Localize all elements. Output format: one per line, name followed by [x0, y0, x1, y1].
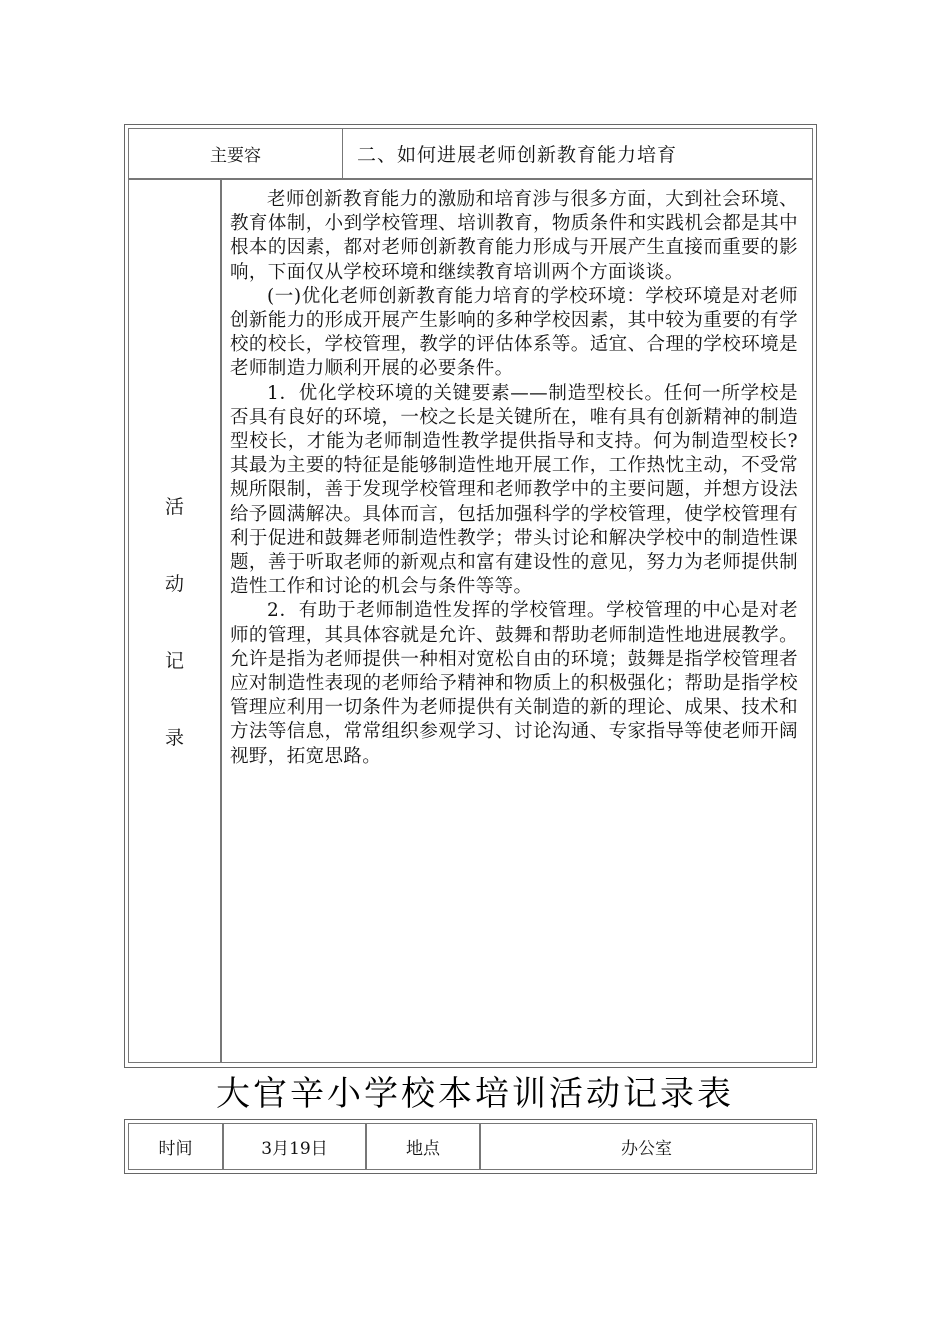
time-value-cell	[223, 1123, 366, 1170]
place-label: 地点	[406, 1139, 440, 1159]
activity-label-char-1: 活	[164, 496, 184, 518]
time-label: 时间	[158, 1139, 193, 1159]
topic-value: 二、如何进展老师创新教育能力培育	[356, 144, 677, 166]
content-paragraph: 1．优化学校环境的关键要素——制造型校长。任何一所学校是否具有良好的环境，一校之长是关键所在，唯有具有创新精神的制造型校长，才能为老师制造性教学提供指导和支持。何为制造型校长?其最为主要的特征是能够制造性地开展工作，工作热忱主动，不受常规所限制，善于发现学校管理和老师教学中的主要问题，并想方设法给予圆满解决。具体而言，包括加强科学的学校管理，使学校管理有利于促进和鼓舞老师制造性教学；带头讨论和解决学校中的制造性课题，善于听取老师的新观点和富有建设性的意见，努力为老师提供制造性工作和讨论的机会与条件等等。	[230, 382, 798, 598]
place-value: 办公室	[621, 1139, 672, 1159]
activity-content-cell	[221, 179, 813, 1063]
time-value: 3月19日	[261, 1139, 328, 1159]
activity-label-char-4: 录	[164, 727, 184, 749]
page-title: 大官辛小学校本培训活动记录表	[216, 1074, 734, 1114]
content-paragraph: (一)优化老师创新教育能力培育的学校环境：学校环境是对老师创新能力的形成开展产生影响的多种学校因素，其中较为重要的有学校的校长，学校管理，教学的评估体系等。适宜、合理的学校环境是老师制造力顺利开展的必要条件。	[230, 285, 798, 380]
content-paragraph: 老师创新教育能力的激励和培育涉与很多方面，大到社会环境、教育体制，小到学校管理、培训教育，物质条件和实践机会都是其中根本的因素，都对老师创新教育能力形成与开展产生直接而重要的影响，下面仅从学校环境和继续教育培训两个方面谈谈。	[230, 189, 798, 283]
activity-label-char-2: 动	[164, 573, 184, 595]
content-paragraph: 2．有助于老师制造性发挥的学校管理。学校管理的中心是对老师的管理，其具体容就是允许、鼓舞和帮助老师制造性地进展教学。允许是指为老师提供一种相对宽松自由的环境；鼓舞是指学校管理者应对制造性表现的老师给予精神和物质上的积极强化；帮助是指学校管理应利用一切条件为老师提供有关制造的新的理论、成果、技术和方法等信息，常常组织参观学习、讨论沟通、专家指导等使老师开阔视野，拓宽思路。	[230, 600, 798, 767]
activity-label-cell	[128, 179, 221, 1063]
topic-label: 主要容	[210, 146, 261, 166]
info-table	[124, 1119, 817, 1174]
activity-label-char-3: 记	[164, 650, 184, 672]
place-value-cell	[480, 1123, 813, 1170]
time-label-cell	[128, 1123, 223, 1170]
place-label-cell	[366, 1123, 480, 1170]
activity-record-table	[124, 124, 817, 1068]
activity-content-text	[230, 188, 798, 769]
